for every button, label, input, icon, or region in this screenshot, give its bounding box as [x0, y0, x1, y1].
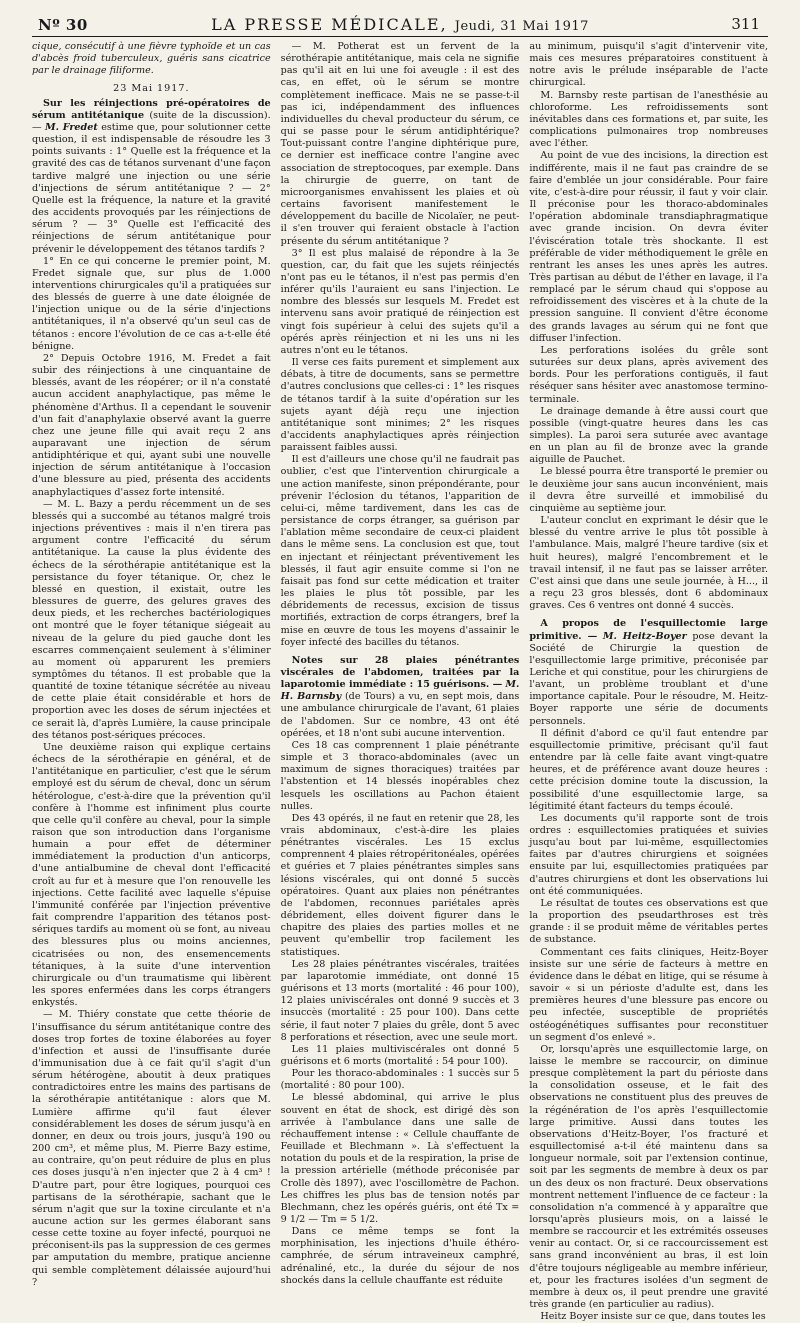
paragraph: Les perforations isolées du grêle sont suturées sur deux plans, après avivement des bords. Pour les perforations contiguës, il faut réséquer sans hésiter avec anastomose termino-terminale.	[529, 344, 769, 405]
article-1	[32, 98, 271, 256]
page-number: 311	[731, 15, 760, 33]
article-2	[281, 655, 520, 740]
paragraph: — M. L. Bazy a perdu récemment un de ses blessés qui a succombé au tétanos malgré trois injections préventives : mais il n'en tirera pas argument contre l'efficacité du sérum antitétanique. La cause la plus évidente des échecs de la sérothérapie antitétanique est la persistance du foyer tétanique. Or, chez le blessé en question, il existait, outre les blessures de guerre, des gelures graves des deux pieds, et les recherches bactériologiques ont montré que le foyer tétanique siégeait au niveau de la gelure du pied gauche dont les escarres commençaient seulement à s'éliminer au moment où apparurent les premiers symptômes du tétanos. Il est probable que la quantité de toxine tétanique sécrétée au niveau de cette plaie était considérable et hors de proportion avec les doses de sérum injectées et ce serait là, d'après Lumière, la cause principale des tétanos post-sériques précoces.	[32, 498, 271, 741]
article-1-title: Sur les réinjections pré-opératoires de sérum antitétanique	[32, 97, 271, 121]
paragraph: Le blessé pourra être transporté le premier ou le deuxième jour sans aucun inconvénient, mais il devra être surveillé et immobilisé du cinquième au septième jour.	[529, 466, 769, 514]
article-3-text: pose devant la Société de Chirurgie la question de l'esquillectomie large primitive, préconisée par Leriche et qui constitue, pour les chirurgiens de l'avant, un problème troublant et d'une importance capitale. Pour le résoudre, M. Heitz-Boyer rapporte une série de documents personnels.	[529, 630, 769, 727]
paragraph: 2° Depuis Octobre 1916, M. Fredet a fait subir des réinjections à une cinquantaine de blessés, avant de les réopérer; or il n'a constaté aucun accident anaphylactique, pas même le phénomène d'Arthus. Il a cependant le souvenir d'un fait d'anaphylaxie observé avant la guerre chez une jeune fille qui avait reçu 2 ans auparavant une injection de sérum antidiphtérique et qui, ayant subi une nouvelle injection de sérum antitétanique à l'occasion d'une blessure au pied, présenta des accidents anaphylactiques d'assez forte intensité.	[32, 352, 271, 498]
paragraph: — M. Thiéry constate que cette théorie de l'insuffisance du sérum antitétanique contre des doses trop fortes de toxine élaborées au foyer d'infection et aussi de l'insuffisante durée d'immunisation due à ce fait qu'il s'agit d'un sérum hétérogène, aboutit à deux pratiques contradictoires entre les mains des partisans de la sérothérapie antitétanique : alors que M. Lumière affirme qu'il faut élever considérablement les doses de sérum jusqu'à en donner, en deux ou trois jours, jusqu'à 190 ou 200 cm³, et même plus, M. Pierre Bazy estime, au contraire, qu'on peut réduire de plus en plus ces doses jusqu'à n'en injecter que 2 à 4 cm³ ! D'autre part, pour être logiques, pourquoi ces partisans de la sérothérapie, sachant que le sérum n'agit que sur la toxine circulante et n'a aucune action sur les germes élaborant sans cesse cette toxine au foyer infecté, pourquoi ne préconisent-ils pas la suppression de ces germes par amputation du membre, pratique ancienne qui semble complètement délaissée aujourd'hui ?	[32, 1009, 271, 1288]
article-3-title: A propos de l'esquillectomie large primitive. —	[529, 618, 769, 642]
article-1-lead: (suite de la discussion). —	[32, 109, 271, 133]
paragraph: Le drainage demande à être aussi court que possible (vingt-quatre heures dans les cas simples). La paroi sera suturée avec avantage en un plan au fil de bronze avec la grande aiguille de Pauchet.	[529, 405, 769, 466]
issue-date: Jeudi, 31 Mai 1917	[454, 19, 589, 34]
article-2-title: Notes sur 28 plaies pénétrantes viscérales de l'abdomen, traitées par la laparotomie immédiate : 15 guérisons. —	[280, 654, 520, 691]
column-3	[529, 41, 769, 1323]
paragraph: Les documents qu'il rapporte sont de trois ordres : esquillectomies pratiquées et suivies jusqu'au bout par lui-même, esquillectomies faites par d'autres chirurgiens et soignées ensuite par lui, esquillectomies pratiquées par d'autres chirurgiens et dont les observations lui ont été communiquées.	[529, 812, 769, 897]
date-heading: 23 Mai 1917.	[113, 83, 190, 95]
paragraph: Des 43 opérés, il ne faut en retenir que 28, les vrais abdominaux, c'est-à-dire les plaies pénétrantes viscérales. Les 15 exclus comprennent 4 plaies rétropéritonéales, opérées et guéries et 7 plaies pénétrantes simples sans lésions viscérales, qui ont donné 5 succès opératoires. Quant aux plaies non pénétrantes de l'abdomen, reconnues pariétales après débridement, elles doivent figurer dans le chapitre des plaies des parties molles et ne peuvent qu'embellir trop facilement les statistiques.	[280, 812, 520, 958]
paragraph: Une deuxième raison qui explique certains échecs de la sérothérapie en général, et de l'antitétanique en particulier, c'est que le sérum employé est du sérum de cheval, donc un sérum hétérologue, c'est-à-dire que la prévention qu'il confère à l'homme est infiniment plus courte que celle qu'il confère au cheval, pour la simple raison que son introduction dans l'organisme humain a pour effet de déterminer immédiatement la production d'un anticorps, d'une antialbumine de cheval dont l'efficacité croît au fur et à mesure que l'on renouvelle les injections. Cette facilité avec laquelle s'épuise l'immunité conférée par l'injection préventive fait comprendre l'apparition des tétanos post-sériques tardifs au moment où se font, au niveau des blessures plus ou moins anciennes, cicatrisées ou non, des ensemencements tétaniques, à la suite d'une intervention chirurgicale ou d'un traumatisme qui libèrent les spores enfermées dans les corps étrangers enkystés.	[32, 741, 271, 1009]
paragraph: Pour les thoraco-abdominales : 1 succès sur 5 (mortalité : 80 pour 100).	[280, 1068, 520, 1092]
paragraph: Le blessé abdominal, qui arrive le plus souvent en état de shock, est dirigé dès son arrivée à l'ambulance dans une salle de réchauffement intense : « Cellule chauffante de Feuillade et Blechmann ». Là s'effectuent la notation du pouls et de la respiration, la prise de la pression artérielle (méthode préconisée par Crolle dès 1897), avec l'oscillomètre de Pachon. Les chiffres les plus bas de tension notés par Blechmann, chez les opérés guéris, ont été Tx = 9 1/2 — Tm = 5 1/2.	[280, 1092, 520, 1225]
paragraph: Or, lorsqu'après une esquillectomie large, on laisse le membre se raccourcir, on diminue presque complètement la part du périoste dans la consolidation osseuse, et le fait des observations ne constituent plus des preuves de la régénération de l'os après l'esquillectomie large primitive. Aussi dans toutes les observations d'Heitz-Boyer, l'os fracturé et esquillectomisé a-t-il été maintenu dans sa longueur normale, soit par l'extension continue, soit par les segments de membre à deux os par un des deux os non fracturé. Deux observations montrent nettement l'influence de ce facteur : la consolidation n'a commencé à y apparaître que lorsqu'après plusieurs mois, on a laissé le membre se raccourcir et les extrémités osseuses venir au contact. Or, si ce raccourcissement est sans grand inconvénient au bras, il est loin d'être toujours négligeable au membre inférieur, et, pour les fractures isolées d'un segment de membre à deux os, il peut prendre une gravité très grande (en particulier au radius).	[529, 1043, 769, 1311]
paragraph: Heitz Boyer insiste sur ce que, dans toutes les	[540, 1311, 766, 1323]
issue-number: Nº 30	[38, 16, 88, 34]
paragraph: 3° Il est plus malaisé de répondre à la 3e question, car, du fait que les sujets réinjectés n'ont pas eu le tétanos, il n'est pas permis d'en inférer qu'ils l'auraient eu sans l'injection. Le nombre des blessés sur lesquels M. Fredet est intervenu sans avoir pratiqué de réinjection est vingt fois supérieur à celui des sujets qu'il a opérés après réinjection et ni les uns ni les autres n'ont eu le tétanos.	[280, 247, 520, 356]
column-2	[280, 41, 520, 1286]
paragraph: Il définit d'abord ce qu'il faut entendre par esquillectomie primitive, précisant qu'il faut entendre par là celle faite avant vingt-quatre heures, et de préférence avant douze heures : cette précision domine toute la discussion, la possibilité d'une esquillectomie large, sa légitimité étant facteurs du temps écoulé.	[529, 727, 769, 812]
column-1	[32, 41, 271, 1288]
paragraph: Il verse ces faits purement et simplement aux débats, à titre de documents, sans se permettre d'autres conclusions que celles-ci : 1° les risques de tétanos tardif à la suite d'opération sur les sujets ayant déjà reçu une injection antitétanique sont minimes; 2° les risques d'accidents anaphylactiques après réinjection paraissent faibles aussi.	[280, 357, 520, 454]
article-3	[529, 618, 768, 727]
paragraph: L'auteur conclut en exprimant le désir que le blessé du ventre arrive le plus tôt possible à l'ambulance. Mais, malgré l'heure tardive (six et huit heures), malgré l'encombrement et le travail intensif, il ne faut pas se laisser arrêter. C'est ainsi que dans une seule journée, à H..., il a reçu 23 gros blessés, dont 6 abdominaux graves. Ces 6 ventres ont donné 4 succès.	[529, 515, 769, 612]
paragraph: — M. Potherat est un fervent de la sérothérapie antitétanique, mais cela ne signifie pas qu'il ait en lui une foi aveugle : il est des cas, en effet, où le sérum se montre complètement inefficace. Mais ne se passe-t-il pas ici, indépendamment des influences individuelles du cheval producteur du sérum, ce qui se passe pour le sérum antidiphtérique? Tout-puissant contre l'angine diphtérique pure, ce dernier est inefficace contre l'angine avec association de streptocoques, par exemple. Dans la chirurgie de guerre, on tant de microorganismes envahissent les plaies et où certains favorisent manifestement le développement du bacille de Nicolaïer, ne peut-il s'en trouver qui feraient obstacle à l'action présente du sérum antitétanique ?	[280, 41, 520, 247]
paragraph: 1° En ce qui concerne le premier point, M. Fredet signale que, sur plus de 1.000 interventions chirurgicales qu'il a pratiquées sur des blessés de guerre à une date éloignée de l'injection unique ou de la série d'injections antitétaniques, il n'a observé qu'un seul cas de tétanos : encore l'évolution de ce cas a-t-elle été bénigne.	[32, 255, 271, 352]
intro-text: cique, consécutif à une fièvre typhoïde et un cas d'abcès froid tuberculeux, guéris sans cicatrice par le drainage filiforme.	[32, 41, 271, 77]
article-1-author: M. Fredet	[45, 121, 98, 133]
paragraph: Ces 18 cas comprennent 1 plaie pénétrante simple et 3 thoraco-abdominales (avec un maximum de signes thoraciques) traitées par l'abstention et 14 blessés inopérables chez lesquels les oscillations au Pachon étaient nulles.	[280, 739, 520, 812]
paragraph: Les 28 plaies pénétrantes viscérales, traitées par laparotomie immédiate, ont donné 15 guérisons et 13 morts (mortalité : 46 pour 100), 12 plaies univiscérales ont donné 9 succès et 3 insuccès (mortalité : 25 pour 100). Dans cette série, il faut noter 7 plaies du grêle, dont 5 avec 8 perforations et résection, avec une seule mort.	[280, 958, 520, 1043]
paragraph: Il est d'ailleurs une chose qu'il ne faudrait pas oublier, c'est que l'intervention chirurgicale a une action manifeste, sinon prépondérante, pour prévenir l'éclosion du tétanos, l'apparition de celui-ci, même tardivement, dans les cas de persistance de corps étranger, sa guérison par l'ablation même secondaire de ceux-ci plaident dans le même sens. La conclusion est que, tout en injectant et réinjectant préventivement les blessés, il faut agir ensuite comme si l'on ne faisait pas fond sur cette médication et traiter les plaies le plus tôt possible, par les débridements de recessus, excision de tissus mortifiés, extraction de corps étrangers, bref la mise en œuvre de tous les moyens d'assainir le foyer infecté des bacilles du tétanos.	[280, 454, 520, 648]
article-2-text: (de Tours) a vu, en sept mois, dans une ambulance chirurgicale de l'avant, 61 plaies de l'abdomen. Sur ce nombre, 43 ont été opérées, et 18 n'ont subi aucune intervention.	[280, 691, 520, 739]
journal-header	[32, 15, 768, 34]
paragraph: au minimum, puisqu'il s'agit d'intervenir vite, mais ces mesures préparatoires constituent à notre avis le prélude inséparable de l'acte chirurgical.	[529, 41, 769, 89]
paragraph: Au point de vue des incisions, la direction est indifférente, mais il ne faut pas craindre de se faire d'emblée un jour considérable. Pour faire vite, c'est-à-dire pour réussir, il faut y voir clair. Il préconise pour les thoraco-abdominales l'opération abdominale transdiaphragmatique avec grande incision. On devra éviter l'éviscération totale très shockante. Il est préférable de vider méthodiquement le grêle en rentrant les anses les unes après les autres. Très partisan au début de l'éther en lavage, il l'a remplacé par le sérum chaud qui s'oppose au refroidissement des viscères et à la chute de la pression sanguine. Il convient d'être économe des grands lavages au sérum qui ne font que diffuser l'infection.	[529, 150, 769, 344]
article-2-author: M. H. Barnsby	[280, 679, 520, 703]
paragraph: Le résultat de toutes ces observations est que la proportion des pseudarthroses est très grande : il se produit même de véritables pertes de substance.	[529, 897, 769, 946]
journal-title: LA PRESSE MÉDICALE,	[211, 15, 448, 34]
article-1-text: estime que, pour solutionner cette question, il est indispensable de résoudre les 3 points suivants : 1° Quelle est la fréquence et la gravité des cas de tétanos survenant d'une façon tardive malgré une injection ou une série d'injections de sérum antitétanique ? — 2° Quelle est la fréquence, la nature et la gravité des accidents provoqués par les réinjections de sérum ? — 3° Quelle est l'efficacité des réinjections de sérum antitétanique pour prévenir le développement des tétanos tardifs ?	[32, 121, 271, 255]
paragraph: Les 11 plaies multiviscérales ont donné 5 guérisons et 6 morts (mortalité : 54 pour 100).	[280, 1043, 520, 1067]
article-3-author: M. Heitz-Boyer	[602, 630, 687, 642]
masthead	[32, 10, 768, 37]
paragraph: M. Barnsby reste partisan de l'anesthésie au chloroforme. Les refroidissements sont inévitables dans ces formations et, par suite, les complications pulmonaires trop nombreuses avec l'éther.	[529, 89, 769, 150]
paragraph: Dans ce même temps se font la morphinisation, les injections d'huile éthéro-camphrée, de sérum intraveineux camphré, adrénaliné, etc., la durée du séjour de nos shockés dans la cellule chauffante est réduite	[280, 1226, 520, 1286]
paragraph: Commentant ces faits cliniques, Heitz-Boyer insiste sur une série de facteurs à mettre en évidence dans le débat en litige, qui se résume à savoir « si un périoste d'adulte est, dans les premières heures d'une blessure pas encore ou peu infectée, susceptible de propriétés ostéogénétiques suffisantes pour reconstituer un segment d'os enlevé ».	[529, 946, 769, 1043]
